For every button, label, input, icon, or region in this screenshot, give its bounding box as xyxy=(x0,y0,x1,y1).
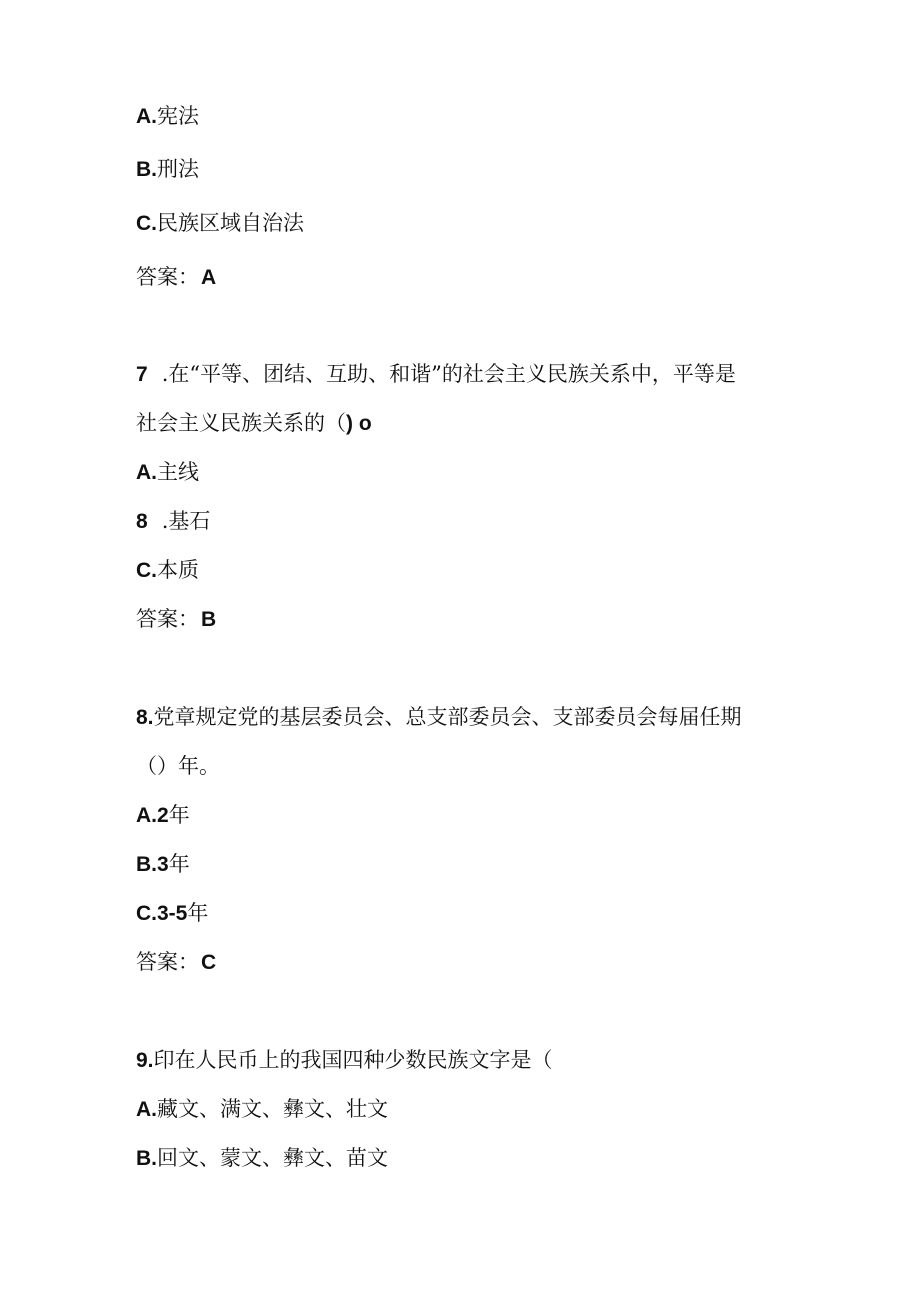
question-text: 印在人民币上的我国四种少数民族文字是（ xyxy=(153,1048,553,1072)
q8-option-a xyxy=(136,801,190,830)
option-text: 刑法 xyxy=(157,157,199,181)
q6-answer xyxy=(136,263,216,292)
answer-value: A xyxy=(201,266,217,289)
option-text: 年 xyxy=(168,852,190,876)
option-label: A. xyxy=(136,105,157,128)
q9-question-line1 xyxy=(136,1046,553,1075)
option-label: B. xyxy=(136,853,157,876)
option-text: 民族区域自治法 xyxy=(157,211,304,235)
option-label: C. xyxy=(136,559,157,582)
option-text: 回文、蒙文、彝文、苗文 xyxy=(157,1146,388,1170)
option-label: 8 xyxy=(136,510,148,533)
option-text: .基石 xyxy=(161,509,211,533)
q7-question-line2 xyxy=(136,409,372,438)
option-label: B. xyxy=(136,1147,157,1170)
q6-option-b xyxy=(136,155,199,184)
option-text: 本质 xyxy=(157,558,199,582)
option-label: C. xyxy=(136,212,157,235)
question-text: （）年。 xyxy=(136,754,220,778)
q7-option-b xyxy=(136,507,210,536)
question-text-tail: ) o xyxy=(346,412,372,435)
option-label: B. xyxy=(136,158,157,181)
option-text: 主线 xyxy=(157,460,199,484)
question-number: 7 xyxy=(136,363,148,386)
option-number: 3-5 xyxy=(157,902,188,925)
option-number: 2 xyxy=(157,804,169,827)
question-text: 社会主义民族关系的（ xyxy=(136,411,346,435)
q8-answer xyxy=(136,948,216,977)
option-label: A. xyxy=(136,804,157,827)
q8-option-c xyxy=(136,899,208,928)
q9-option-b xyxy=(136,1144,388,1173)
answer-prefix: 答案： xyxy=(136,265,199,289)
q8-question-line1 xyxy=(136,703,742,732)
answer-value: B xyxy=(201,608,217,631)
q6-option-a xyxy=(136,102,199,131)
question-text: 党章规定党的基层委员会、总支部委员会、支部委员会每届任期 xyxy=(153,705,742,729)
option-label: C. xyxy=(136,902,157,925)
option-text: 宪法 xyxy=(157,104,199,128)
option-number: 3 xyxy=(157,853,169,876)
answer-prefix: 答案： xyxy=(136,950,199,974)
q9-option-a xyxy=(136,1095,388,1124)
option-text: 藏文、满文、彝文、壮文 xyxy=(157,1097,388,1121)
q8-question-line2 xyxy=(136,752,220,780)
option-text: 年 xyxy=(187,901,209,925)
option-label: A. xyxy=(136,1098,157,1121)
q7-answer xyxy=(136,605,216,634)
question-text: .在“平等、团结、互助、和谐”的社会主义民族关系中，平等是 xyxy=(161,362,736,386)
q8-option-b xyxy=(136,850,190,879)
answer-prefix: 答案： xyxy=(136,607,199,631)
question-number: 8. xyxy=(136,706,154,729)
q7-option-a xyxy=(136,458,199,487)
q6-option-c xyxy=(136,209,304,238)
option-label: A. xyxy=(136,461,157,484)
option-text: 年 xyxy=(168,803,190,827)
question-number: 9. xyxy=(136,1049,154,1072)
q7-question-line1 xyxy=(136,360,736,389)
answer-value: C xyxy=(201,951,217,974)
q7-option-c xyxy=(136,556,199,585)
